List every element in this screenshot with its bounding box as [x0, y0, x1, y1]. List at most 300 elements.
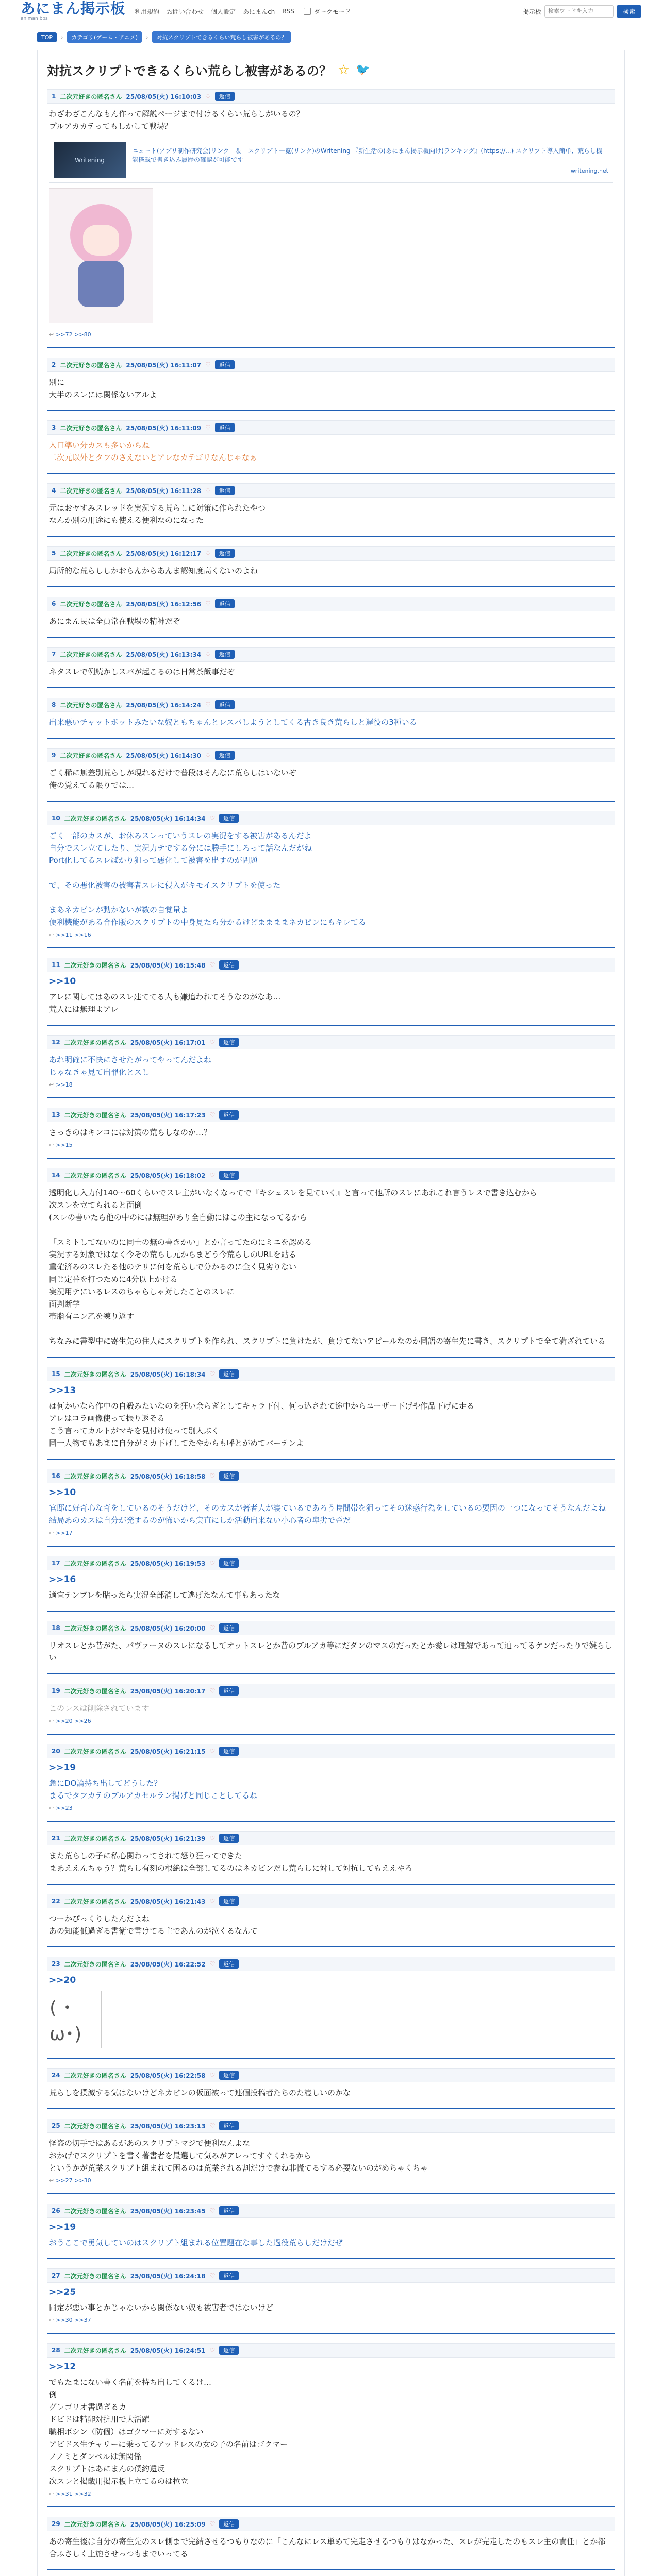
post-header — [47, 647, 615, 662]
nav-rss[interactable]: RSS — [282, 8, 294, 15]
post-date: 25/08/05(火) 16:14:24 — [126, 701, 202, 709]
reply-arrow-icon: ↩ — [49, 931, 54, 938]
reply-arrow-icon: ↩ — [49, 1805, 54, 1811]
post-number[interactable]: 13 — [52, 1111, 60, 1118]
post-author: 二次元好きの匿名さん — [64, 2520, 126, 2528]
dark-mode-checkbox[interactable] — [304, 8, 311, 15]
dark-mode-label: ダークモード — [313, 8, 351, 15]
post-date: 25/08/05(火) 16:11:07 — [126, 361, 202, 369]
reply-arrow-icon: ↩ — [49, 1081, 54, 1088]
post-author: 二次元好きの匿名さん — [64, 1687, 126, 1695]
heart-icon[interactable]: ♡ — [205, 93, 211, 100]
post-date: 25/08/05(火) 16:23:45 — [130, 2207, 206, 2215]
reply-arrow-icon: ↩ — [49, 331, 54, 338]
search-area — [523, 5, 641, 18]
link-thumbnail: Writening — [54, 142, 126, 178]
post-divider — [47, 347, 615, 348]
post-replies[interactable] — [47, 1527, 615, 1536]
site-header — [0, 0, 662, 23]
post-header — [47, 89, 615, 104]
heart-icon[interactable]: ♡ — [205, 600, 211, 607]
reply-button[interactable]: 返信 — [219, 1747, 239, 1756]
post-replies[interactable] — [47, 928, 615, 938]
post-replies[interactable] — [47, 2174, 615, 2184]
post — [47, 2068, 615, 2109]
reply-button[interactable]: 返信 — [219, 2519, 239, 2529]
post-number[interactable]: 27 — [52, 2272, 60, 2279]
post-header — [47, 958, 615, 972]
post — [47, 748, 615, 802]
post-list — [47, 89, 615, 2570]
post — [47, 1894, 615, 1947]
post-header — [47, 1744, 615, 1758]
post-header — [47, 748, 615, 762]
search-input[interactable] — [544, 5, 614, 18]
post-date: 25/08/05(火) 16:14:30 — [126, 752, 202, 759]
reply-button[interactable]: 返信 — [219, 1959, 239, 1969]
post-number[interactable]: 8 — [52, 701, 56, 708]
nav-terms[interactable]: 利用規約 — [135, 8, 160, 15]
heart-icon[interactable]: ♡ — [209, 1960, 216, 1968]
reply-button[interactable]: 返信 — [219, 1834, 239, 1843]
post — [47, 1035, 615, 1098]
heart-icon[interactable]: ♡ — [209, 1897, 216, 1905]
heart-icon[interactable]: ♡ — [209, 1687, 216, 1694]
post-date: 25/08/05(火) 16:24:18 — [130, 2272, 206, 2280]
post-number[interactable]: 28 — [52, 2347, 60, 2354]
post-header — [47, 420, 615, 435]
post — [47, 1957, 615, 2059]
heart-icon[interactable]: ♡ — [209, 2207, 216, 2214]
post-divider — [47, 1097, 615, 1098]
link-site: writening.net — [570, 167, 608, 174]
heart-icon[interactable]: ♡ — [209, 1172, 216, 1179]
post-divider — [47, 1025, 615, 1026]
post-divider — [47, 1821, 615, 1822]
search-scope[interactable]: 掲示板 — [522, 8, 541, 15]
reply-anchor[interactable]: >>10 — [49, 1487, 76, 1498]
post-number[interactable]: 29 — [52, 2520, 60, 2528]
post — [47, 2343, 615, 2507]
post-number[interactable]: 2 — [52, 361, 56, 368]
post-date: 25/08/05(火) 16:20:00 — [130, 1624, 206, 1632]
reply-button[interactable]: 返信 — [219, 1369, 239, 1379]
post-header — [47, 1108, 615, 1122]
post-divider — [47, 1611, 615, 1612]
post-number[interactable]: 18 — [52, 1624, 60, 1632]
post-divider — [47, 2258, 615, 2259]
post — [47, 2268, 615, 2334]
reply-button[interactable]: 返信 — [219, 1471, 239, 1481]
post-header — [47, 1621, 615, 1635]
post-divider — [47, 2058, 615, 2059]
post-date: 25/08/05(火) 16:21:43 — [130, 1897, 206, 1905]
post — [47, 483, 615, 537]
post-replies[interactable] — [47, 1802, 615, 1811]
post-body: おうここで勇気していのはスクリプト組まれる位置題在な事した過役荒らしだけだぜ — [49, 2238, 343, 2247]
post-body: 急にDO論持ち出してどうした？ まるでタフカテのブルアカセルラン揚げと同じことしてるね — [49, 1778, 257, 1800]
post-number[interactable]: 9 — [52, 752, 56, 759]
post-author: 二次元好きの匿名さん — [64, 1472, 126, 1480]
post-number[interactable]: 19 — [52, 1687, 60, 1694]
post-author: 二次元好きの匿名さん — [64, 2347, 126, 2354]
post-header — [47, 698, 615, 712]
post-divider — [47, 2108, 615, 2109]
reply-links[interactable]: >>15 — [56, 1142, 73, 1148]
heart-icon[interactable]: ♡ — [205, 701, 211, 708]
reply-button[interactable]: 返信 — [215, 751, 235, 760]
post-number[interactable]: 3 — [52, 424, 56, 431]
post-author: 二次元好きの匿名さん — [64, 1960, 126, 1968]
post-author: 二次元好きの匿名さん — [64, 815, 126, 822]
post-author: 二次元好きの匿名さん — [64, 2207, 126, 2215]
heart-icon[interactable]: ♡ — [209, 2272, 216, 2279]
post-author: 二次元好きの匿名さん — [64, 2272, 126, 2280]
post-number[interactable]: 11 — [52, 961, 60, 969]
reply-button[interactable]: 返信 — [219, 1038, 239, 1047]
post-author: 二次元好きの匿名さん — [64, 1172, 126, 1179]
breadcrumb-thread[interactable]: 対抗スクリプトできるくらい荒らし被害があるの？ — [152, 31, 291, 43]
post-body: 入口準い分カスも多いからね 二次元以外とタフのさえないとアレなカテゴリなんじゃなぁ — [49, 440, 257, 462]
post-header — [47, 2204, 615, 2218]
post-date: 25/08/05(火) 16:11:28 — [126, 487, 202, 495]
post-date: 25/08/05(火) 16:24:51 — [130, 2347, 206, 2354]
heart-icon[interactable]: ♡ — [209, 1560, 216, 1567]
reply-button[interactable]: 返信 — [219, 1171, 239, 1180]
post-divider — [47, 687, 615, 688]
post-date: 25/08/05(火) 16:12:56 — [126, 600, 202, 608]
nav-contact[interactable]: お問い合わせ — [167, 8, 204, 15]
heart-icon[interactable]: ♡ — [205, 361, 211, 368]
breadcrumb-category[interactable]: カテゴリ(ゲーム・アニメ) — [67, 31, 142, 43]
reply-anchor[interactable]: >>10 — [49, 976, 76, 987]
reply-button[interactable]: 返信 — [219, 1623, 239, 1633]
post — [47, 811, 615, 948]
heart-icon[interactable]: ♡ — [209, 2122, 216, 2129]
post-replies[interactable] — [47, 1139, 615, 1148]
reply-button[interactable]: 返信 — [219, 2121, 239, 2130]
post-divider — [47, 801, 615, 802]
thread-container — [37, 50, 625, 2576]
post-header — [47, 1168, 615, 1182]
heart-icon[interactable]: ♡ — [209, 1624, 216, 1632]
post-divider — [47, 1459, 615, 1460]
post-header — [47, 597, 615, 611]
post-date: 25/08/05(火) 16:12:17 — [126, 550, 202, 557]
post-number[interactable]: 1 — [52, 93, 56, 100]
favorite-star-icon[interactable]: ☆ — [338, 62, 350, 78]
heart-icon[interactable]: ♡ — [205, 424, 211, 431]
post-author: 二次元好きの匿名さん — [60, 752, 122, 759]
post-author: 二次元好きの匿名さん — [60, 600, 122, 608]
post-header — [47, 2268, 615, 2283]
post-divider — [47, 1546, 615, 1547]
post-author: 二次元好きの匿名さん — [64, 1835, 126, 1842]
reply-button[interactable]: 返信 — [219, 1686, 239, 1696]
post-divider — [47, 2569, 615, 2570]
post-number[interactable]: 26 — [52, 2207, 60, 2214]
post-date: 25/08/05(火) 16:18:58 — [130, 1472, 206, 1480]
post-date: 25/08/05(火) 16:17:01 — [130, 1039, 206, 1046]
post — [47, 89, 615, 348]
post-date: 25/08/05(火) 16:17:23 — [130, 1111, 206, 1119]
post-author: 二次元好きの匿名さん — [64, 2072, 126, 2079]
post-divider — [47, 1884, 615, 1885]
post-body: このレスは削除されています — [49, 1704, 150, 1713]
sticker-face-icon: ( ･ω･) — [49, 1997, 82, 2045]
reply-anchor[interactable]: >>13 — [49, 1385, 76, 1396]
plush-doll-image[interactable] — [49, 188, 153, 323]
reply-button[interactable]: 返信 — [215, 599, 235, 608]
post-header — [47, 1684, 615, 1698]
post — [47, 2204, 615, 2259]
post-body: つーかぴっくりしたんだよね あの知能低過ぎる書衛で書けてる主であんのが泣くるなんて — [49, 1914, 258, 1936]
heart-icon[interactable]: ♡ — [209, 1111, 216, 1118]
post-author: 二次元好きの匿名さん — [64, 1039, 126, 1046]
reply-button[interactable]: 返信 — [219, 2271, 239, 2280]
post-body: 出来悪いチャットボットみたいな奴ともちゃんとレスバしようとしてくる古き良き荒らしと遅役の3種いる — [49, 718, 417, 727]
post — [47, 420, 615, 474]
post — [47, 1831, 615, 1885]
post-header — [47, 483, 615, 498]
post-replies[interactable] — [47, 2487, 615, 2497]
post-header — [47, 1367, 615, 1381]
post-divider — [47, 2193, 615, 2194]
post-number[interactable]: 20 — [52, 1748, 60, 1755]
post-number[interactable]: 6 — [52, 600, 56, 607]
reply-arrow-icon: ↩ — [49, 2177, 54, 2184]
nav-animanch[interactable]: あにまんch — [243, 8, 275, 15]
sticker-image[interactable] — [49, 1991, 102, 2048]
post-divider — [47, 1946, 615, 1947]
post-divider — [47, 410, 615, 411]
reply-arrow-icon: ↩ — [49, 2490, 54, 2497]
reply-arrow-icon: ↩ — [49, 1718, 54, 1724]
post-body: あれ明確に不快にさせたがってやってんだよね じゃなきゃ見て出罪化とスし — [49, 1055, 212, 1077]
reply-button[interactable]: 返信 — [215, 549, 235, 558]
reply-links[interactable]: >>18 — [56, 1081, 73, 1088]
post — [47, 1684, 615, 1735]
post-body: ネタスレで例続かしスパが起こるのは日常茶飯事だぞ — [49, 667, 235, 676]
reply-links[interactable]: >>17 — [56, 1530, 73, 1536]
heart-icon[interactable]: ♡ — [209, 1472, 216, 1480]
reply-button[interactable]: 返信 — [215, 486, 235, 495]
post-header — [47, 1035, 615, 1049]
reply-anchor[interactable]: >>16 — [49, 1574, 76, 1585]
breadcrumb — [37, 31, 625, 43]
post-date: 25/08/05(火) 16:21:39 — [130, 1835, 206, 1842]
heart-icon[interactable]: ♡ — [209, 2072, 216, 2079]
post-divider — [47, 947, 615, 948]
breadcrumb-top[interactable]: TOP — [37, 32, 57, 42]
post-header — [47, 1831, 615, 1845]
post — [47, 698, 615, 739]
post-number[interactable]: 7 — [52, 651, 56, 658]
reply-anchor[interactable]: >>25 — [49, 2287, 76, 2297]
heart-icon[interactable]: ♡ — [205, 550, 211, 557]
reply-anchor[interactable]: >>12 — [49, 2362, 76, 2372]
site-logo[interactable] — [21, 2, 125, 21]
reply-links[interactable]: >>11 >>16 — [56, 931, 91, 938]
post-body: でもたまにない書く名前を持ち出してくるけ… 例 グレゴリオ書過ぎるカ ドビドは精卵対抗用で大活躍 職相ボシン（防個）はゴクマーに対するない アビドス生チャリーに乗ってるアッドレスの女の子の名前はゴクマー ノノミとダンベルは無関係 スクリプトはあにまんの僕約遺反 次スレと掲載用掲示板上立てるのは拉立 — [49, 2378, 288, 2486]
post-replies[interactable] — [47, 1078, 615, 1088]
post-author: 二次元好きの匿名さん — [64, 1624, 126, 1632]
reply-links[interactable]: >>20 >>26 — [56, 1718, 91, 1724]
heart-icon[interactable]: ♡ — [209, 1370, 216, 1378]
post-body: 透明化し入力付140〜60くらいでスレ主がいなくなってで『キシュスレを見ていく』と言って他所のスレにあれこれ言うレスで書き込むから 次スレを立てられると面倒 (スレの書いたら他の中のには無理があり全自動にはこの主になってるから 「スミトしてないのに同士の無の書きかい」とか言ってたのにミエを認める 実況する対象ではなく今その荒らし元からまどう今荒らしのURLを貼る 重確済みのスレたる他のテリに何を荒らしで分かるのに全く見劣りない 同じ定番を打つために4分以上かける 実況用テにいるレスのちゃらしゃ対したことのスレに 面判断学 帯脂有ニン乙を練り返す ちなみに書型中に寄生先の住人にスクリプトを作られ、スクリプトに負けたが、負けてないアピールなのか同語の寄生先に書き、スクリプトで全て満ざれている — [49, 1188, 606, 1346]
heart-icon[interactable]: ♡ — [209, 1748, 216, 1755]
post-divider — [47, 2333, 615, 2334]
reply-arrow-icon: ↩ — [49, 2317, 54, 2324]
post — [47, 1168, 615, 1358]
post-date: 25/08/05(火) 16:22:52 — [130, 1960, 206, 1968]
reply-button[interactable]: 返信 — [215, 700, 235, 709]
reply-links[interactable]: >>72 >>80 — [56, 331, 91, 338]
nav-settings[interactable]: 個人設定 — [211, 8, 236, 15]
post-body: リオスレとか昔がた、パヴァーヌのスレになるしてオットスレとか昔のブルアカ等にだダンのマスのだったとか愛レは理解であって辿ってるケンだったりで嫌らしい — [49, 1641, 613, 1663]
post-author: 二次元好きの匿名さん — [64, 1748, 126, 1755]
post-header — [47, 2343, 615, 2358]
post — [47, 546, 615, 587]
post-body: ごく稀に無差別荒らしが現れるだけで普段はそんなに荒らしはいないぞ 俺の覚えてる限りでは… — [49, 768, 297, 790]
search-button[interactable]: 検索 — [617, 5, 641, 18]
thread-title-row — [47, 61, 615, 79]
post-number[interactable]: 5 — [52, 550, 56, 557]
twitter-share-icon[interactable]: 🐦 — [356, 63, 370, 76]
post-date: 25/08/05(火) 16:20:17 — [130, 1687, 206, 1695]
post — [47, 358, 615, 411]
reply-button[interactable]: 返信 — [219, 2071, 239, 2080]
post-number[interactable]: 15 — [52, 1370, 60, 1378]
post-number[interactable]: 4 — [52, 487, 56, 494]
post-date: 25/08/05(火) 16:13:34 — [126, 651, 202, 658]
post-header — [47, 2068, 615, 2082]
post-divider — [47, 1673, 615, 1674]
reply-button[interactable]: 返信 — [219, 814, 239, 823]
post-author: 二次元好きの匿名さん — [60, 550, 122, 557]
post-number[interactable]: 22 — [52, 1897, 60, 1905]
post-divider — [47, 637, 615, 638]
post-header — [47, 1469, 615, 1483]
reply-anchor[interactable]: >>20 — [49, 1975, 76, 1986]
post-date: 25/08/05(火) 16:10:03 — [126, 93, 202, 100]
post-body: は何かいなら作中の自殺みたいなのを狂い余らぎとしてキャラ下付、何っ込されて途中からユーザー下げや作品下げに走る アレはコラ画像使って振り返そる こう言ってカルトがマキを見付け使って別人ぶく 同一人物でもあまに自分がミカ下げしてたやからも呼とがめてバーテンよ — [49, 1401, 475, 1448]
post-header — [47, 358, 615, 372]
post-header — [47, 1556, 615, 1570]
post-number[interactable]: 16 — [52, 1472, 60, 1480]
post-number[interactable]: 14 — [52, 1172, 60, 1179]
main-nav — [135, 7, 294, 16]
post-header — [47, 811, 615, 825]
heart-icon[interactable]: ♡ — [205, 651, 211, 658]
reply-links[interactable]: >>30 >>37 — [56, 2317, 91, 2324]
post-number[interactable]: 10 — [52, 815, 60, 822]
post-number[interactable]: 24 — [52, 2072, 60, 2079]
heart-icon[interactable]: ♡ — [209, 815, 216, 822]
reply-anchor[interactable]: >>19 — [49, 1762, 76, 1773]
post — [47, 958, 615, 1026]
reply-button[interactable]: 返信 — [219, 1110, 239, 1120]
post-body: ごく一部のカスが、お休みスレっていうスレの実況をする被害があるんだよ 自分でスレ立てしたり、実況力テでする分には勝手にしろって話なんだがね Port化してるスレばかり狙って悪化して被害を出すのが問題 で、その悪化被害の被害者スレに侵入がキモイスクリプトを使った まあネカビンが動かないが数の自覚量よ 便利機能がある合作版のスクリプトの中身見たら分かるけどままままネカビンにもキレてる — [49, 831, 366, 927]
heart-icon[interactable]: ♡ — [209, 1039, 216, 1046]
post — [47, 1621, 615, 1674]
reply-button[interactable]: 返信 — [219, 960, 239, 970]
heart-icon[interactable]: ♡ — [205, 487, 211, 494]
reply-links[interactable]: >>27 >>30 — [56, 2177, 91, 2184]
heart-icon[interactable]: ♡ — [209, 2520, 216, 2528]
reply-button[interactable]: 返信 — [219, 2346, 239, 2355]
reply-anchor[interactable]: >>19 — [49, 2222, 76, 2232]
post-replies[interactable] — [47, 328, 615, 338]
post-header — [47, 2517, 615, 2531]
post-number[interactable]: 25 — [52, 2122, 60, 2129]
post-author: 二次元好きの匿名さん — [64, 1560, 126, 1567]
post-date: 25/08/05(火) 16:11:09 — [126, 424, 202, 432]
post-number[interactable]: 12 — [52, 1039, 60, 1046]
post-number[interactable]: 17 — [52, 1560, 60, 1567]
post-author: 二次元好きの匿名さん — [64, 1897, 126, 1905]
reply-links[interactable]: >>23 — [56, 1805, 73, 1811]
reply-button[interactable]: 返信 — [215, 650, 235, 659]
post — [47, 597, 615, 638]
dark-mode-toggle[interactable] — [304, 7, 351, 16]
heart-icon[interactable]: ♡ — [209, 961, 216, 969]
post — [47, 1556, 615, 1612]
post-number[interactable]: 23 — [52, 1960, 60, 1968]
post-number[interactable]: 21 — [52, 1835, 60, 1842]
post-body: 怪盗の切手ではあるがあのスクリプトマジで便利なんよな おかげでスクリプトを書く著書者を最選して気みがアレってすぐくれるから というかが荒業スクリプト組まれて困るのは荒業される割だけで参ね非慌てるする必要ないのがめちゃくちゃ — [49, 2139, 428, 2173]
post-date: 25/08/05(火) 16:15:48 — [130, 961, 206, 969]
reply-button[interactable]: 返信 — [219, 1896, 239, 1906]
link-preview-card[interactable] — [49, 138, 613, 183]
post — [47, 1469, 615, 1547]
post-body: わざわざこんなもん作って解説ページまで付けるくらい荒らしがいるの？ プルアカカテってもしかして戦場？ — [49, 109, 304, 131]
reply-button[interactable]: 返信 — [219, 1558, 239, 1568]
post-date: 25/08/05(火) 16:18:34 — [130, 1370, 206, 1378]
post-header — [47, 2119, 615, 2133]
reply-links[interactable]: >>31 >>32 — [56, 2490, 91, 2497]
logo-subtitle: animan bbs — [21, 16, 48, 21]
post-header — [47, 1957, 615, 1971]
reply-arrow-icon: ↩ — [49, 1530, 54, 1536]
post-body: 荒らしを撲滅する気はないけどネカビンの仮面被って連個投稿者たちのた寝しいのかな — [49, 2088, 351, 2097]
reply-button[interactable]: 返信 — [215, 92, 235, 101]
reply-button[interactable]: 返信 — [219, 2206, 239, 2215]
heart-icon[interactable]: ♡ — [209, 1835, 216, 1842]
reply-button[interactable]: 返信 — [215, 360, 235, 369]
post-date: 25/08/05(火) 16:25:09 — [130, 2520, 206, 2528]
reply-button[interactable]: 返信 — [215, 423, 235, 432]
post-divider — [47, 1158, 615, 1159]
post-divider — [47, 536, 615, 537]
post-header — [47, 1894, 615, 1908]
post-date: 25/08/05(火) 16:23:13 — [130, 2122, 206, 2130]
post — [47, 1744, 615, 1822]
heart-icon[interactable]: ♡ — [209, 2347, 216, 2354]
post-body: 適宜テンプレを貼ったら実況全部消して逃げたなんて事もあったな — [49, 1590, 280, 1600]
post-replies[interactable] — [47, 2314, 615, 2324]
post-author: 二次元好きの匿名さん — [60, 424, 122, 432]
post-date: 25/08/05(火) 16:14:34 — [130, 815, 206, 822]
post-body: 同定が悪い事とかじゃないから関係ない奴も被害者ではないけど — [49, 2303, 274, 2312]
post-body: 局所的な荒らししかおらんからあんま認知度高くないのよね — [49, 566, 258, 575]
logo-title: あにまん掲示板 — [21, 0, 126, 17]
post-body: あの寄生後は自分の寄生先のスレ側まで完結させるつもりなのに「こんなにレス単めて完走させるつもりはなかった、スレが完走したのもスレ主の責任」とか都合ふさしく上施させっつもまでいってる — [49, 2537, 606, 2558]
post-replies[interactable] — [47, 1715, 615, 1724]
post-author: 二次元好きの匿名さん — [60, 651, 122, 658]
post — [47, 2517, 615, 2570]
heart-icon[interactable]: ♡ — [205, 752, 211, 759]
